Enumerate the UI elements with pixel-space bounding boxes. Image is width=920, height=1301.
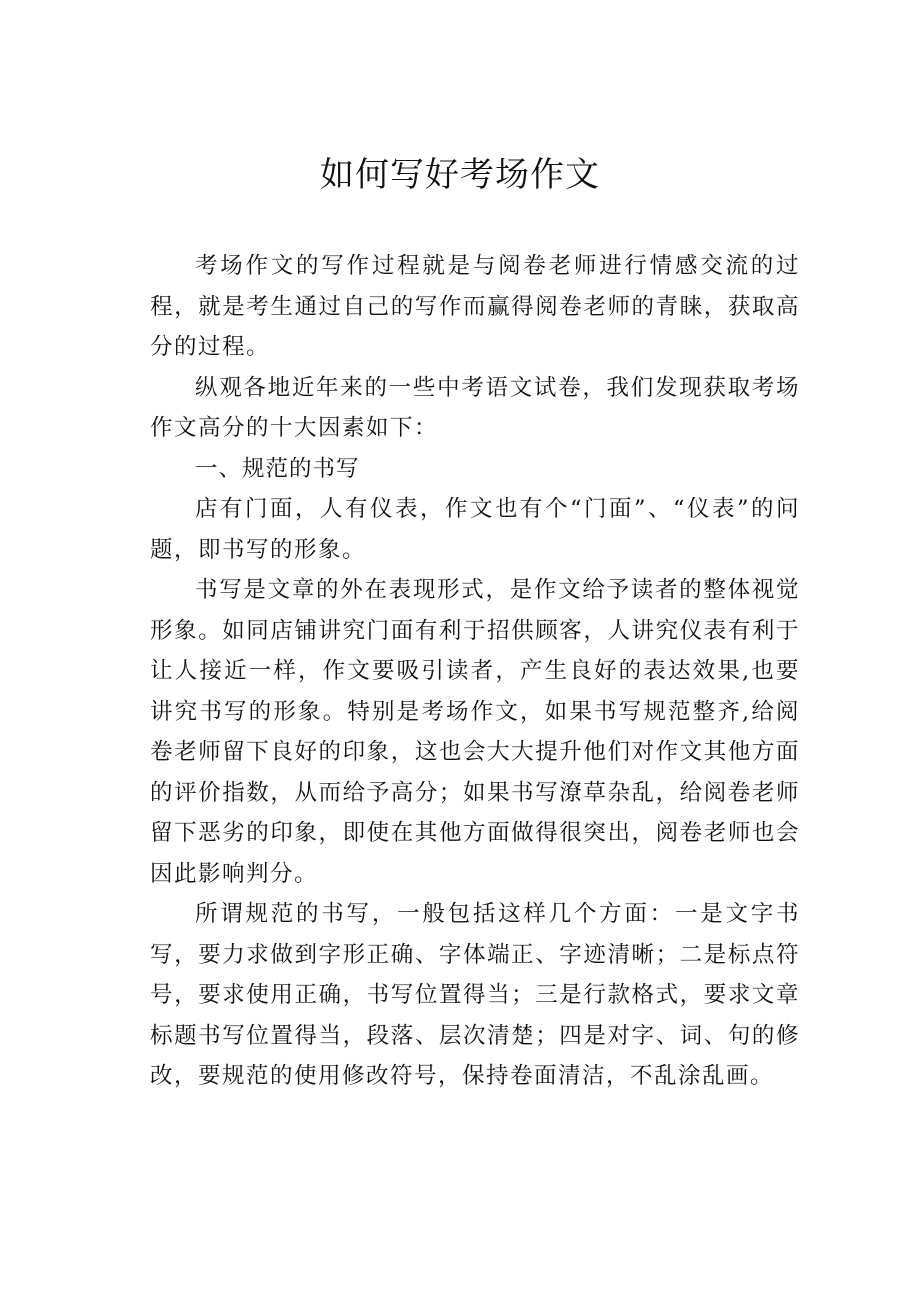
intro-paragraph: 纵观各地近年来的一些中考语文试卷，我们发现获取考场作文高分的十大因素如下： [150, 374, 800, 441]
section-paragraph: 书写是文章的外在表现形式，是作文给予读者的整体视觉形象。如同店铺讲究门面有利于招供顾客，人讲究仪表有利于让人接近一样，作文要吸引读者，产生良好的表达效果,也要讲究书写的形象。特别是考场作文，如果书写规范整齐,给阅卷老师留下良好的印象，这也会大大提升他们对作文其他方面的评价指数，从而给予高分；如果书写潦草杂乱，给阅卷老师留下恶劣的印象，即使在其他方面做得很突出，阅卷老师也会因此影响判分。 [150, 577, 800, 887]
intro-paragraph: 考场作文的写作过程就是与阅卷老师进行情感交流的过程，就是考生通过自己的写作而赢得阅卷老师的青睐，获取高分的过程。 [150, 253, 800, 360]
document-body [150, 246, 800, 1097]
section-paragraph: 所谓规范的书写，一般包括这样几个方面：一是文字书写，要力求做到字形正确、字体端正、字迹清晰；二是标点符号，要求使用正确，书写位置得当；三是行款格式，要求文章标题书写位置得当，段落、层次清楚；四是对字、词、句的修改，要规范的使用修改符号，保持卷面清洁，不乱涂乱画。 [150, 901, 800, 1089]
section-paragraph: 店有门面，人有仪表，作文也有个“门面”、“仪表”的问题，即书写的形象。 [150, 496, 800, 563]
document-title: 如何写好考场作文 [320, 155, 600, 195]
section-heading: 一、规范的书写 [195, 455, 360, 482]
